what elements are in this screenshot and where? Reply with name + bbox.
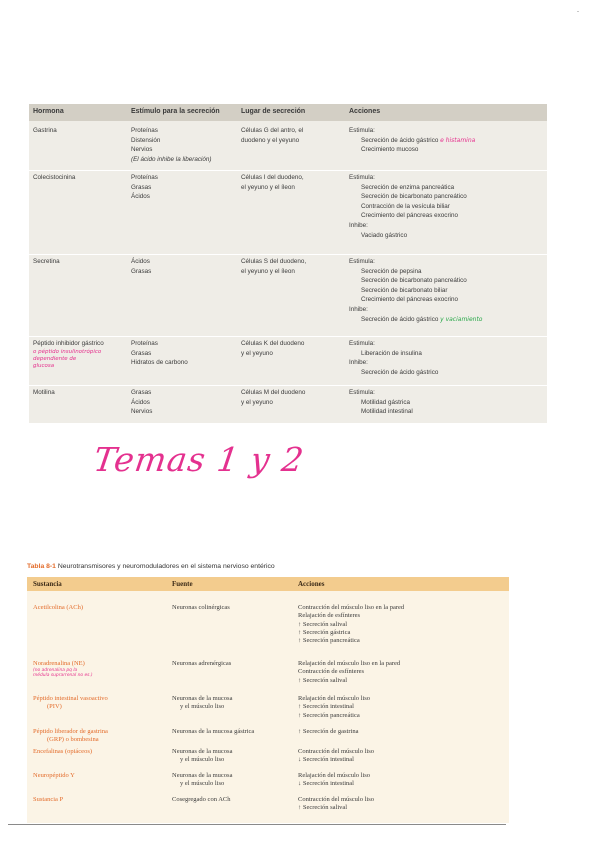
handwritten-title: Temas 1 y 2 (91, 440, 307, 479)
acciones-cell: Contracción del músculo liso en la pared Relajación de esfínteres ↑ Secreción salival ↑ Secreción gástrica ↑ Secreción pancreática (298, 604, 405, 645)
header-sustancia: Sustancia (33, 580, 62, 588)
sustancia-cell: Encefalinas (opiáceos) (33, 748, 93, 755)
handwritten-note: y vaciamiento (440, 315, 483, 323)
header-acciones: Acciones (349, 108, 381, 115)
handwritten-note: o péptido insulinotrópico (33, 348, 102, 355)
bottom-rule (8, 824, 506, 825)
sustancia-cell: Noradrenalina (NE) (no adrenalina pq la médula suprarrenal no es.) (33, 660, 93, 679)
fuente-cell: Neuronas colinérgicas (172, 604, 230, 611)
fuente-cell: Neuronas de la mucosa y el músculo liso (172, 695, 233, 711)
hormona-cell: Secretina (33, 258, 60, 265)
fuente-cell: Neuronas adrenérgicas (172, 660, 232, 667)
handwritten-note: (no adrenalina pq la (33, 668, 78, 674)
fuente-cell: Cosegregado con ACh (172, 796, 231, 803)
lugar-cell: Células S del duodeno, el yeyuno y el íleon (241, 258, 307, 275)
caption-label: Tabla 8-1 (27, 563, 56, 570)
table-caption (27, 563, 275, 570)
acciones-cell: Relajación del músculo liso ↓ Secreción intestinal (298, 772, 371, 788)
hormones-table (29, 104, 547, 423)
caption-text: Neurotransmisores y neuromoduladores en el sistema nervioso entérico (57, 563, 275, 570)
sustancia-cell: Péptido intestinal vasoactivo (PIV) (33, 695, 108, 711)
acciones-cell: Relajación del músculo liso en la pared Contracción de esfínteres ↑ Secreción salival (298, 660, 401, 684)
acciones-cell: Estimula: Secreción de ácido gástrico e histamina Crecimiento mucoso (349, 127, 476, 154)
hormona-cell: Gastrina (33, 127, 57, 134)
fuente-cell: Neuronas de la mucosa gástrica (172, 728, 255, 735)
lugar-cell: Células M del duodeno y el yeyuno (241, 389, 306, 406)
estimulo-cell: Proteínas Grasas Ácidos (131, 174, 158, 201)
hormones-table-header (29, 104, 547, 121)
hormona-cell: Colecistocinina (33, 174, 76, 181)
fuente-cell: Neuronas de la mucosa y el músculo liso (172, 748, 233, 764)
acciones-cell: Estimula: Motilidad gástrica Motilidad intestinal (349, 389, 413, 416)
acciones-cell: Estimula: Liberación de insulina Inhibe: Secreción de ácido gástrico (349, 340, 439, 376)
estimulo-cell: Proteínas Distensión Nervios (El ácido inhibe la liberación) (131, 127, 212, 163)
sustancia-cell: Sustancia P (33, 796, 64, 803)
header-estimulo: Estímulo para la secreción (131, 108, 220, 115)
header-hormona: Hormona (33, 108, 64, 115)
neurotransmitters-table-header (27, 577, 509, 591)
header-lugar: Lugar de secreción (241, 108, 306, 115)
acciones-cell: Relajación del músculo liso ↑ Secreción intestinal ↑ Secreción pancreática (298, 695, 371, 719)
lugar-cell: Células I del duodeno, el yeyuno y el íleon (241, 174, 304, 191)
sustancia-cell: Péptido liberador de gastrina (GRP) o bombesina (33, 728, 108, 744)
lugar-cell: Células G del antro, el duodeno y el yeyuno (241, 127, 304, 144)
acciones-cell: ↑ Secreción de gastrina (298, 728, 359, 735)
handwritten-note: e histamina (440, 136, 476, 144)
corner-mark (577, 11, 579, 12)
header-acciones: Acciones (298, 580, 325, 588)
acciones-cell: Contracción del músculo liso ↓ Secreción intestinal (298, 748, 375, 764)
acciones-cell: Estimula: Secreción de pepsina Secreción de bicarbonato pancreático Secreción de bicarbonato biliar Crecimiento del páncreas exocrino Inhibe: Secreción de ácido gástrico y vaciamiento (349, 258, 483, 323)
sustancia-cell: Acetilcolina (ACh) (33, 604, 83, 611)
lugar-cell: Células K del duodeno y el yeyuno (241, 340, 305, 357)
hormona-cell: Motilina (33, 389, 55, 396)
fuente-cell: Neuronas de la mucosa y el músculo liso (172, 772, 233, 788)
header-fuente: Fuente (172, 580, 193, 588)
sustancia-cell: Neuropéptido Y (33, 772, 75, 779)
estimulo-cell: Ácidos Grasas (131, 258, 152, 275)
hormona-cell: Péptido inhibidor gástrico o péptido insulinotrópico dependiente de glucosa (33, 340, 104, 369)
estimulo-cell: Proteínas Grasas Hidratos de carbono (131, 340, 188, 367)
acciones-cell: Estimula: Secreción de enzima pancreática Secreción de bicarbonato pancreático Contracción de la vesícula biliar Crecimiento del páncreas exocrino Inhibe: Vaciado gástrico (349, 174, 467, 239)
acciones-cell: Contracción del músculo liso ↑ Secreción salival (298, 796, 375, 812)
neurotransmitters-table (27, 577, 509, 823)
estimulo-cell: Grasas Ácidos Nervios (131, 389, 153, 416)
